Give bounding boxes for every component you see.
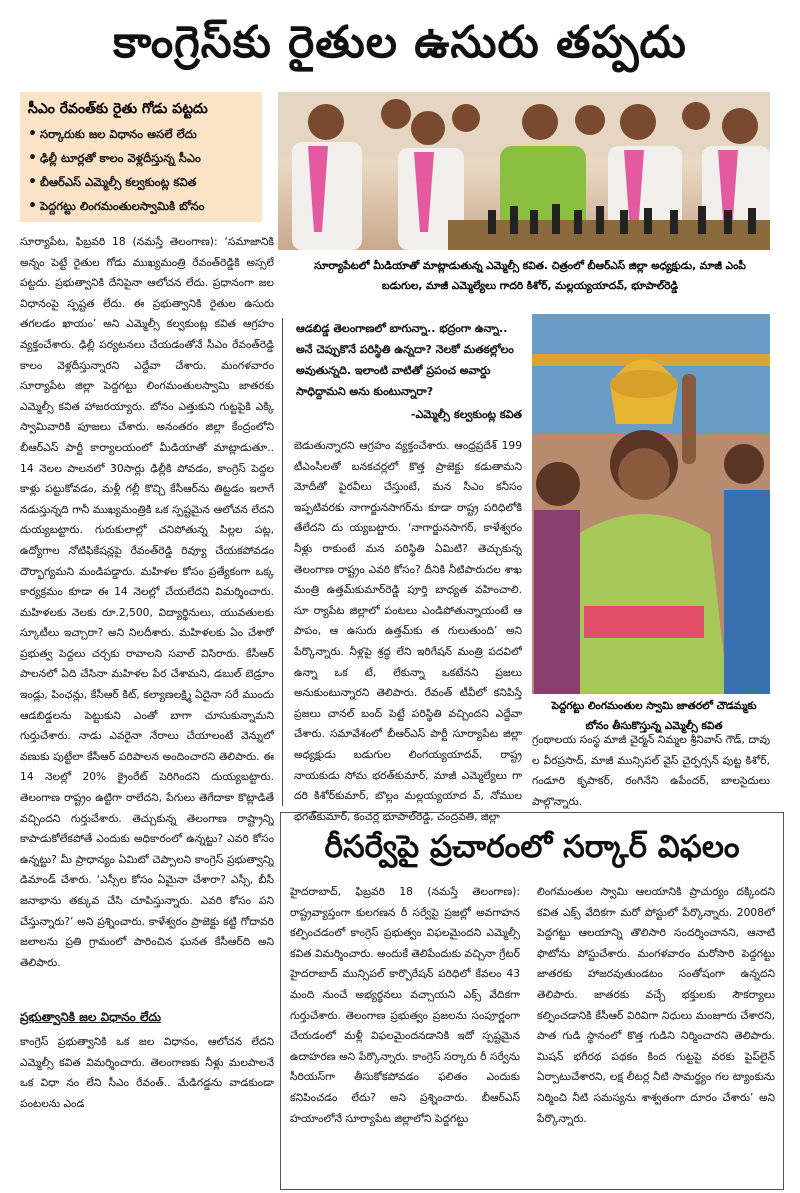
highlights-title: సీఎం రేవంత్‌కు రైతు గోడు పట్టదు	[28, 101, 208, 117]
highlight-item: • పెద్దగట్టు లింగమంతులస్వామికి బోనం	[28, 194, 254, 218]
bonam-caption: పెద్దగట్టు లింగమంతుల స్వామి జాతరలో చౌడమ్మకు బోనం తీసుకొస్తున్న ఎమ్మెల్సీ కవిత	[551, 700, 757, 732]
left-paragraph: సూర్యాపేట, ఫిబ్రవరి 18 (నమస్తే తెలంగాణ): ‘సమాజానికి అన్నం పెట్టే రైతుల గోడు ముఖ్యమంత్రి రేవంత్‌రెడ్డికి అస్సలే పట్టదు. ప్రభుత్వానికి దేనిపైనా ఆలోచన లేదు. ప్రధానంగా జల విధానంపై స్పష్టత లేదు. ఈ ప్రభుత్వానికి రైతుల ఉసురు తగలడం ఖాయం’ అని ఎమ్మెల్సీ కల్వకుంట్ల కవిత ఆగ్రహం వ్యక్తంచేశారు. ఢిల్లీ పర్యటనలు చేయడంతోనే సీఎం రేవంత్‌రెడ్డి కాలం వెళ్లదీస్తున్నారని ఎద్దేవా చేశారు. మంగళవారం సూర్యాపేట జిల్లా పెద్దగట్టు లింగమంతులస్వామి జాతరకు ఎమ్మెల్సీ కవిత హాజరయ్యారు. బోనం ఎత్తుకుని గుట్టపైకి ఎక్కి స్వామివారికి పూజలు చేశారు. అనంతరం జిల్లా కేంద్రంలోని బీఆర్‌ఎస్ పార్టీ కార్యాలయంలో మీడియాతో మాట్లాడుతూ.. 14 నెలల పాలనలో 30సార్లు ఢిల్లీకి పోవడం, కాంగ్రెస్ పెద్దల కాళ్లు పట్టుకోవడం, మళ్లీ గల్లీ కొచ్చి కేసీఆర్‌ను తిట్టడం ఇలాగే నడుస్తున్నది గానీ ముఖ్యమంత్రికి ఒక స్పష్టమైన ఆలోచన లేదని దుయ్యబట్టారు. గురుకులాల్లో చనిపోతున్న పిల్లల పట్ల, ఉద్యోగాల నోటిఫికేషన్లపై రేవంత్‌రెడ్డి రివ్యూ చేయకపోవడం దౌర్భాగ్యమని మండిపడ్డారు. మహిళల కోసం ప్రత్యేకంగా ఒక్క కార్యక్రమం కూడా ఈ 14 నెలల్లో చేయలేదని విమర్శించారు. మహిళలకు నెలకు రూ.2,500, విద్యార్థినులు, యువతులకు స్కూటీలు ఇచ్చారా? అని నిలదీశారు. మహిళలకు ఏం చేశారో ప్రభుత్వ పెద్దలు చర్చకు రావాలని సవాల్ విసిరారు. కేసీఆర్ పాలనలో ఏది చేసినా మహిళల పేర చేశామని, డబుల్ బెడ్రూం ఇండ్లు, పింఛన్లు, కేసీఆర్ కిట్, కల్యాణలక్ష్మి ఏదైనా సరే ముందు ఆడబిడ్డలను పెట్టుకుని ఎంతో బాగా చూసుకున్నామని గుర్తుచేశారు. నాడు ఎవరైనా నేరాలు చేయాలంటే వెన్నులో వణుకు పుట్టేలా కేసీఆర్ పరిపాలన అందించారని తెలిపారు. ఈ 14 నెలల్లో 20% క్రైంరేట్ పెరిగిందని దుయ్యబట్టారు. తెలంగాణ రాష్ట్రం ఉట్టిగా రాలేదని, పేగులు తెగేదాకా కొట్లాడితే వచ్చిందని గుర్తుచేశారు. తెచ్చుకున్న తెలంగాణ రాష్ట్రాన్ని కాపాడుకోలేకపోతే ఎందుకు అధికారంలో ఉన్నట్టు? ఎవరి కోసం ఉన్నట్టు? మీ ప్రాధాన్యం ఏమిటో చెప్పాలని కాంగ్రెస్ ప్రభుత్వాన్ని డిమాండ్ చేశారు. ‘ఎస్సీల కోసం ఏమైనా చేశారా? ఎస్సీ, బీసీ జనాభాను తక్కువ చేసి చూపిస్తున్నారు. ఎవరి కోసం పని చేస్తున్నారు?’ అని ప్రశ్నించారు. కాళేశ్వరం ప్రాజెక్టు కట్టి గోదావరి జలాలను ప్రతి గ్రామంలో పారించిన ఘనత కేసీఆర్‌ది అని తెలిపారు.	[20, 235, 274, 969]
highlights-box	[20, 92, 262, 222]
left-column-text	[20, 232, 274, 1002]
middle-paragraph: బెడుతున్నారని ఆగ్రహం వ్యక్తంచేశారు. ఆంధ్రప్రదేశ్ 199 టీఎంసీలతో బనకచర్లలో కొత్త ప్రాజెక్టు కడుతామని మోదీతో పైరవీలు చేస్తుంటే, మన సీఎం కనీసం ఇప్పటివరకు నాగార్జునసాగర్‌ను కూడా రాష్ట్ర పరిధిలోకి తేలేదని దు య్యబట్టారు. ‘నాగార్జునసాగర్, కాళేశ్వరం నీళ్లు రాకుంటే మన పరిస్థితి ఏమిటి? తెచ్చుకున్న తెలంగాణ రాష్ట్రం ఎవరి కోసం? దీనికి నీటిపారుదల శాఖ మంత్రి ఉత్తమ్‌కుమార్‌రెడ్డి పూర్తి బాధ్యత వహించాలి. సూ ర్యాపేట జిల్లాలో పంటలు ఎండిపోతున్నాయంటే ఆ పాపం, ఆ ఉసురు ఉత్తమ్‌కు త గులుతుంది’ అని పేర్కొన్నారు. నీళ్లపై శ్రద్ధ లేని ఇరిగేషన్ మంత్రి పదవిలో ఉన్నా ఒక టే, లేకున్నా ఒకటేనని ప్రజలు అనుకుంటున్నారని తెలిపారు. రేవంత్ టీవీలో కనిపిస్తే ప్రజలు చానల్ బంద్ పెట్టే పరిస్థితి వచ్చిందని ఎద్దేవా చేశారు. సమావేశంలో బీఆర్‌ఎస్ పార్టీ సూర్యాపేట జిల్లా అధ్యక్షుడు బడుగుల లింగయ్యయాదవ్, రాష్ట్ర నాయకుడు సోమ భరత్‌కుమార్, మాజీ ఎమ్మెల్యేలు గా దరి కిశోర్‌కుమార్, బొల్లం మల్లయ్యయాద వ్, నోముల భగత్‌కుమార్, కంచర్ల భూపాల్‌రెడ్డి, చంద్రవతి, జిల్లా	[294, 439, 522, 823]
bonam-illustration	[532, 314, 770, 694]
highlight-item: • సర్కారుకు జల విధానం అసలే లేదు	[28, 122, 254, 146]
story2-left-paragraph: హైదరాబాద్, ఫిబ్రవరి 18 (నమస్తే తెలంగాణ): రాష్ట్రవ్యాప్తంగా కులగణన రీ సర్వేపై ప్రజల్లో అవగాహన కల్పించడంలో కాంగ్రెస్ ప్రభుత్వం విఫలమైందని ఎమ్మెల్సీ కవిత విమర్శించారు. అందుకే తెలిపేందుకు వచ్చినా గ్రేటర్ హైదరాబాద్ మున్సిపల్ కార్పొరేషన్ పరిధిలో కేవలం 43 మంది నుంచే అభ్యర్థనలు వచ్చాయని ఎక్స్ వేదికగా గుర్తుచేశారు. తెలంగాణ ప్రభుత్వం ప్రజలను సంపూర్ణంగా చేయడంలో మళ్లీ విఫలమైందనడానికి ఇదో స్పష్టమైన ఉదాహరణ అని పేర్కొన్నారు. కాంగ్రెస్ సర్కారు రీ సర్వేను సీరియస్‌గా తీసుకోకపోవడం ఫలితం ఎందుకు కనిపించడం లేదు? అని ప్రశ్నించారు. బీఆర్‌ఎస్ హయాంలోనే సూర్యాపేట జిల్లాలోని పెద్దగట్టు	[290, 885, 520, 1125]
highlights-list	[28, 122, 254, 218]
column-divider	[282, 318, 283, 806]
story2-right-column	[537, 882, 775, 1182]
pull-quote	[296, 318, 522, 425]
highlight-item: • ఢిల్లీ టూర్లతో కాలం వెళ్లదీస్తున్న సీఎం	[28, 146, 254, 170]
right-fragment-paragraph: గ్రంథాలయ సంస్థ మాజీ చైర్మన్ నిమ్మల శ్రీనివాస్ గౌడ్, దావు ల వీరప్రసాద్, మాజీ మున్సిపల్ వైస్ చైర్పర్సన్ పుట్ట కిశోర్, గండూరి కృపాకర్, రంగినేని ఉపేందర్, బాలసైదులు పాల్గొన్నారు.	[532, 733, 770, 808]
story2-left-column	[290, 882, 520, 1182]
quote-attribution: -ఎమ్మెల్సీ కల్వకుంట్ల కవిత	[410, 408, 522, 421]
headline: కాంగ్రెస్‌కు రైతుల ఉసురు తప్పదు	[113, 17, 687, 68]
press-meet-caption: సూర్యాపేటలో మీడియాతో మాట్లాడుతున్న ఎమ్మెల్సీ కవిత. చిత్రంలో బీఆర్‌ఎస్ జిల్లా అధ్యక్షుడు, మాజీ ఎంపీ బడుగుల, మాజీ ఎమ్మెల్యేలు గాదరి కిశోర్, మల్లయ్యయాదవ్, భూపాల్‌రెడ్డి	[314, 260, 746, 292]
middle-column-text	[294, 436, 522, 828]
highlight-item: • బీఆర్‌ఎస్ ఎమ్మెల్సీ కల్వకుంట్ల కవిత	[28, 170, 254, 194]
press-meet-photo	[278, 92, 770, 250]
left-paragraph-2: కాంగ్రెస్ ప్రభుత్వానికి ఒక జల విధానం, ఆలోచన లేదని ఎమ్మెల్సీ కవిత విమర్శించారు. తెలంగాణకు నీళ్లు మలపాలనే ఒక విధా నం లేని సీఎం రేవంత్.. మేడిగడ్డను వాడకుండా పంటలను ఎండ	[20, 1035, 274, 1110]
bonam-photo	[532, 314, 770, 694]
story2-right-paragraph: లింగమంతుల స్వామి ఆలయానికి ప్రాచుర్యం దక్కిందని కవిత ఎక్స్ వేదికగా మరో పోస్టులో పేర్కొన్నారు. 2008లో పెద్దగట్టు ఆలయాన్ని తొలిసారి సందర్శించానని, ఆనాటి ఫొటోను పోస్టుచేశారు. మంగళవారం మరోసారి పెద్దగట్టు జాతరకు హాజరవుతుండటం సంతోషంగా ఉన్నదని తెలిపారు. జాతరకు వచ్చే భక్తులకు సౌకర్యాలు కల్పించడానికి కేసీఆర్ విరివిగా నిధులు మంజూరు చేశారని, పాత గుడి స్థానంలో కొత్త గుడిని నిర్మించారని తెలిపారు. మిషన్ భగీరథ పథకం కింద గుట్టపై వరకు పైప్‌లైన్ ఏర్పాటుచేశారని, లక్ష లీటర్ల నీటి సామర్థ్యం గల ట్యాంకును నిర్మించి నీటి సమస్యను శాశ్వతంగా దూరం చేశారు’ అని పేర్కొన్నారు.	[537, 885, 775, 1125]
press-meet-illustration	[278, 92, 770, 250]
left-column-text-2	[20, 1032, 274, 1182]
quote-text: ఆడబిడ్డ తెలంగాణలో బాగున్నా.. భద్రంగా ఉన్నా.. అనే చెప్పుకొనే పరిస్థితి ఉన్నదా? నెలకో మతకల్లోలం అవుతున్నది. ఇలాంటి వాటితో ప్రపంచ అవార్డు సాధిద్దామని అను కుంటున్నారా?	[296, 322, 514, 398]
story2-headline: రీసర్వేపై ప్రచారంలో సర్కార్ విఫలం	[324, 829, 740, 865]
left-subhead: ప్రభుత్వానికి జల విధానం లేదు	[20, 1010, 162, 1024]
